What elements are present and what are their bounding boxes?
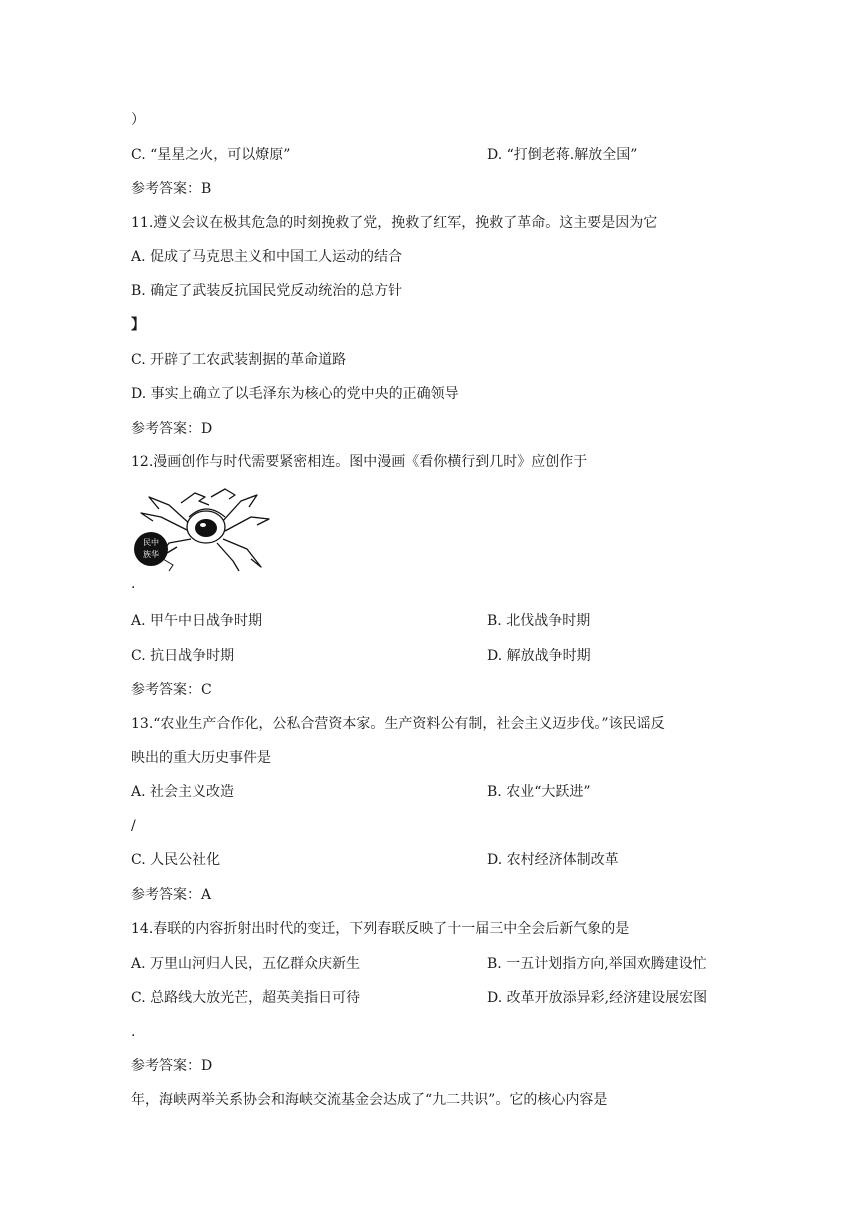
q13-option-a: A. 社会主义改造 xyxy=(131,784,235,800)
q15-stem: 年，海峡两举关系协会和海峡交流基金会达成了“九二共识”。它的核心内容是 xyxy=(131,1092,608,1108)
paren-fragment: ） xyxy=(131,112,145,128)
bracket-fragment: 】 xyxy=(131,317,145,333)
q10-option-c: C. “星星之火，可以燎原” xyxy=(131,147,291,163)
q14-stem: 14.春联的内容折射出时代的变迁，下列春联反映了十一届三中全会后新气象的是 xyxy=(131,921,630,937)
q12-option-a: A. 甲午中日战争时期 xyxy=(131,613,263,629)
q13-answer: 参考答案：A xyxy=(131,887,212,903)
q14-option-b: B. 一五计划指方向,举国欢腾建设忙 xyxy=(487,956,707,972)
q12-option-d: D. 解放战争时期 xyxy=(487,648,591,664)
q11-option-d: D. 事实上确立了以毛泽东为核心的党中央的正确领导 xyxy=(131,386,459,402)
crab-eye-dark xyxy=(195,519,217,537)
q14-option-a: A. 万里山河归人民，五亿群众庆新生 xyxy=(131,956,361,972)
period-fragment: . xyxy=(131,1024,136,1040)
q14-option-d: D. 改革开放添异彩,经济建设展宏图 xyxy=(487,990,708,1006)
q11-option-c: C. 开辟了工农武装割据的革命道路 xyxy=(131,352,347,368)
q12-stem: 12.漫画创作与时代需要紧密相连。图中漫画《看你横行到几时》应创作于 xyxy=(131,454,588,470)
q13-option-b: B. 农业“大跃进” xyxy=(487,784,591,800)
q14-answer: 参考答案：D xyxy=(131,1058,213,1074)
q12-option-c: C. 抗日战争时期 xyxy=(131,648,235,664)
q11-option-b: B. 确定了武装反抗国民党反动统治的总方针 xyxy=(131,283,403,299)
q11-option-a: A. 促成了马克思主义和中国工人运动的结合 xyxy=(131,249,403,265)
crab-eye-highlight xyxy=(200,523,206,527)
q11-stem: 11.遵义会议在极其危急的时刻挽救了党，挽救了红军，挽救了革命。这主要是因为它 xyxy=(131,215,658,231)
bomb-label-2: 族华 xyxy=(143,550,159,559)
q13-stem-line2: 映出的重大历史事件是 xyxy=(131,750,271,766)
q12-option-b: B. 北伐战争时期 xyxy=(487,613,591,629)
crab-cartoon-image xyxy=(129,487,279,573)
q13-option-c: C. 人民公社化 xyxy=(131,852,221,868)
q14-option-c: C. 总路线大放光芒，超英美指日可待 xyxy=(131,990,361,1006)
q10-answer: 参考答案：B xyxy=(131,181,212,197)
bomb-label-1: 民中 xyxy=(143,538,159,547)
q10-option-d: D. “打倒老蒋.解放全国” xyxy=(487,147,638,163)
q12-answer: 参考答案：C xyxy=(131,682,212,698)
q13-stem-line1: 13.“农业生产合作化，公私合营资本家。生产资料公有制，社会主义迈步伐。”该民谣反 xyxy=(131,716,665,732)
dot-fragment: · xyxy=(131,580,136,596)
q11-answer: 参考答案：D xyxy=(131,421,213,437)
q13-option-d: D. 农村经济体制改革 xyxy=(487,852,619,868)
slash-fragment: / xyxy=(131,818,136,834)
